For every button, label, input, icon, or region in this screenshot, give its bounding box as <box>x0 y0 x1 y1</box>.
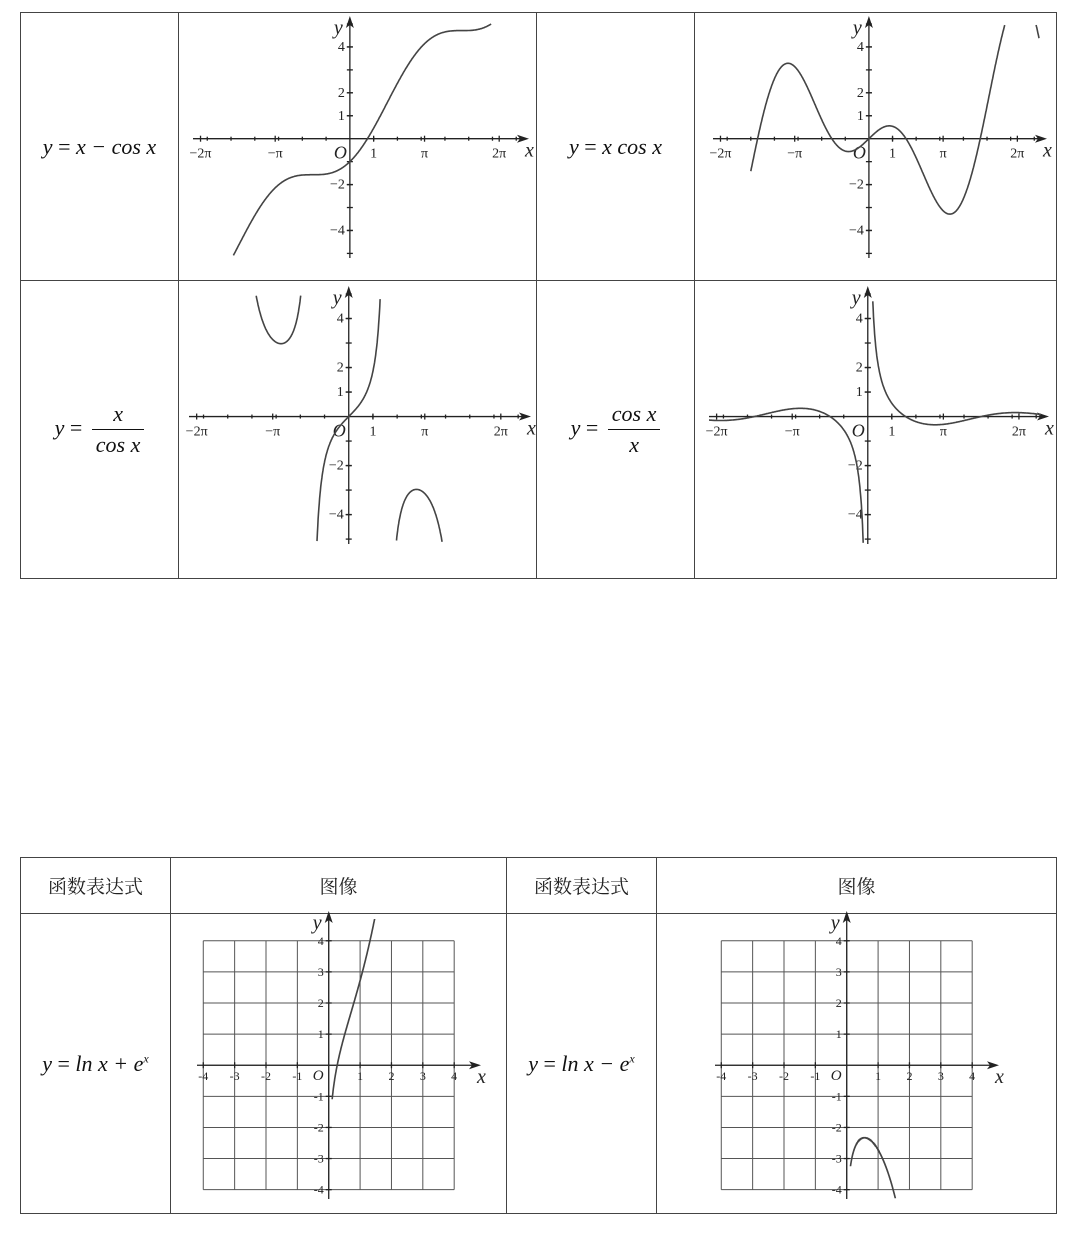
x-tick-label: -4 <box>716 1068 727 1083</box>
origin-label: O <box>852 142 866 163</box>
header-expression-1: 函数表达式 <box>21 858 171 914</box>
y-tick-label: 1 <box>317 1026 324 1041</box>
x-tick-label: -3 <box>229 1068 240 1083</box>
graph-cell-x-over-cosx <box>179 281 537 579</box>
origin-label: O <box>830 1067 842 1084</box>
origin-label: O <box>851 420 865 441</box>
header-graph-2: 图像 <box>657 858 1057 914</box>
x-axis-label: x <box>477 1065 486 1088</box>
origin-label: O <box>333 142 347 163</box>
function-curve <box>751 25 1005 214</box>
x-tick-label: -2 <box>779 1068 789 1083</box>
x-tick-label: 1 <box>369 424 377 440</box>
x-tick-label: 1 <box>370 146 378 162</box>
formula-cell-cosx-over-x <box>537 281 695 579</box>
x-tick-label: −π <box>267 146 283 162</box>
y-axis-label: y <box>312 911 322 934</box>
x-tick-label: −π <box>265 424 281 440</box>
y-tick-label: 4 <box>855 311 863 327</box>
function-curve <box>256 295 301 343</box>
fraction: $\frac{x}{\text{cos x}}$ <box>92 399 145 460</box>
y-axis-label: y <box>851 286 861 309</box>
x-axis-label: x <box>527 417 536 440</box>
graph-cell-x-cosx <box>695 13 1057 281</box>
y-tick-label: 4 <box>317 933 324 948</box>
function-curve <box>851 1137 896 1198</box>
y-axis-label: y <box>852 16 862 39</box>
y-tick-label: −2 <box>329 177 345 193</box>
origin-label: O <box>332 420 346 441</box>
x-tick-label: −π <box>784 424 800 440</box>
formula-x-minus-cosx: y = x − cos x <box>42 133 157 159</box>
x-tick-label: 2π <box>493 424 508 440</box>
x-axis-label: x <box>1045 417 1054 440</box>
chart-lnx-minus-ex <box>657 911 1055 1213</box>
x-tick-label: −π <box>787 146 803 162</box>
x-tick-label: 1 <box>889 146 897 162</box>
y-tick-label: −4 <box>849 222 864 238</box>
x-tick-label: −2π <box>185 424 208 440</box>
y-tick-label: 3 <box>317 964 324 979</box>
x-tick-label: π <box>939 146 947 162</box>
y-tick-label: −2 <box>847 458 863 474</box>
x-tick-label: π <box>421 424 429 440</box>
y-tick-label: 1 <box>835 1026 842 1041</box>
y-tick-label: 2 <box>317 995 324 1010</box>
y-tick-label: 1 <box>337 108 345 124</box>
chart-cosx-over-x <box>695 282 1055 578</box>
function-curve <box>233 24 491 255</box>
y-tick-label: −4 <box>329 222 345 238</box>
y-tick-label: 4 <box>336 311 344 327</box>
y-tick-label: -3 <box>313 1151 324 1166</box>
y-tick-label: 4 <box>835 933 842 948</box>
x-tick-label: 1 <box>875 1068 882 1083</box>
y-tick-label: −2 <box>849 177 864 193</box>
function-curve <box>397 489 443 541</box>
x-tick-label: -2 <box>261 1068 271 1083</box>
y-tick-label: 2 <box>835 995 842 1010</box>
y-tick-label: 2 <box>337 85 345 101</box>
function-curve <box>1036 25 1039 38</box>
y-tick-label: −4 <box>328 507 344 523</box>
y-tick-label: 4 <box>337 39 345 55</box>
x-tick-label: −2π <box>709 146 732 162</box>
y-tick-label: -3 <box>831 1151 842 1166</box>
formula-cell-lnx-minus-ex <box>507 914 657 1214</box>
x-tick-label: -3 <box>747 1068 758 1083</box>
formula-cell-lnx-plus-ex <box>21 914 171 1214</box>
formula-lnx-plus-ex: $y = \ln x + e^x$ <box>42 1050 149 1076</box>
header-expression-2: 函数表达式 <box>507 858 657 914</box>
x-tick-label: π <box>421 146 429 162</box>
graph-cell-lnx-minus-ex <box>657 911 1057 1214</box>
formula-cell-x-cosx <box>537 13 695 281</box>
x-tick-label: 2 <box>906 1068 913 1083</box>
y-tick-label: −2 <box>328 458 344 474</box>
x-tick-label: 2π <box>492 146 507 162</box>
x-tick-label: -1 <box>810 1068 821 1083</box>
x-tick-label: 2π <box>1010 146 1025 162</box>
y-tick-label: −4 <box>847 507 863 523</box>
x-tick-label: 3 <box>419 1068 426 1083</box>
formula-x-cosx: y = x cos x <box>568 133 663 159</box>
graph-cell-x-minus-cosx <box>179 13 537 281</box>
y-tick-label: -1 <box>313 1088 324 1103</box>
x-tick-label: 3 <box>937 1068 944 1083</box>
fraction: $\frac{\text{cos x}}{x}$ <box>608 399 661 460</box>
x-tick-label: 4 <box>451 1068 458 1083</box>
formula-cell-x-minus-cosx <box>21 13 179 281</box>
x-tick-label: 2 <box>388 1068 395 1083</box>
y-axis-label: y <box>830 911 840 934</box>
formula-cosx-over-x: y = $\frac{\text{cos x}}{x}$ <box>571 415 661 440</box>
origin-label: O <box>312 1067 324 1084</box>
y-tick-label: -4 <box>831 1182 842 1197</box>
chart-x-cosx <box>695 14 1055 280</box>
x-tick-label: −2π <box>189 146 212 162</box>
y-tick-label: -1 <box>831 1088 842 1103</box>
y-tick-label: 3 <box>835 964 842 979</box>
y-tick-label: 2 <box>856 85 864 101</box>
x-tick-label: 1 <box>357 1068 364 1083</box>
graph-cell-lnx-plus-ex <box>171 911 507 1214</box>
y-tick-label: 4 <box>856 39 864 55</box>
formula-cell-x-over-cosx <box>21 281 179 579</box>
graph-cell-cosx-over-x <box>695 281 1057 579</box>
x-tick-label: -1 <box>292 1068 303 1083</box>
function-curve <box>332 919 374 1099</box>
function-curve <box>873 301 1041 425</box>
y-tick-label: 1 <box>336 384 344 400</box>
x-tick-label: π <box>939 424 947 440</box>
x-tick-label: −2π <box>705 424 728 440</box>
y-tick-label: -2 <box>313 1119 324 1134</box>
formula-lnx-minus-ex: $y = \ln x - e^x$ <box>528 1050 635 1076</box>
header-graph-1: 图像 <box>171 858 507 914</box>
y-tick-label: 1 <box>855 384 863 400</box>
function-expression-table <box>20 857 1057 1214</box>
y-tick-label: 2 <box>336 360 344 376</box>
chart-x-over-cosx <box>179 282 535 578</box>
x-axis-label: x <box>1043 139 1052 162</box>
formula-x-over-cosx: y = $\frac{x}{\text{cos x}}$ <box>55 415 145 440</box>
x-tick-label: 2π <box>1011 424 1026 440</box>
chart-lnx-plus-ex <box>171 911 505 1213</box>
y-tick-label: 1 <box>856 108 864 124</box>
y-axis-label: y <box>332 286 342 309</box>
x-axis-label: x <box>995 1065 1004 1088</box>
function-graph-table <box>20 12 1057 579</box>
x-tick-label: -4 <box>198 1068 209 1083</box>
chart-x-minus-cosx <box>179 14 535 280</box>
y-axis-label: y <box>333 16 343 39</box>
x-tick-label: 1 <box>888 424 896 440</box>
y-tick-label: -4 <box>313 1182 324 1197</box>
x-tick-label: 4 <box>969 1068 976 1083</box>
y-tick-label: -2 <box>831 1119 842 1134</box>
x-axis-label: x <box>525 139 534 162</box>
y-tick-label: 2 <box>855 360 863 376</box>
